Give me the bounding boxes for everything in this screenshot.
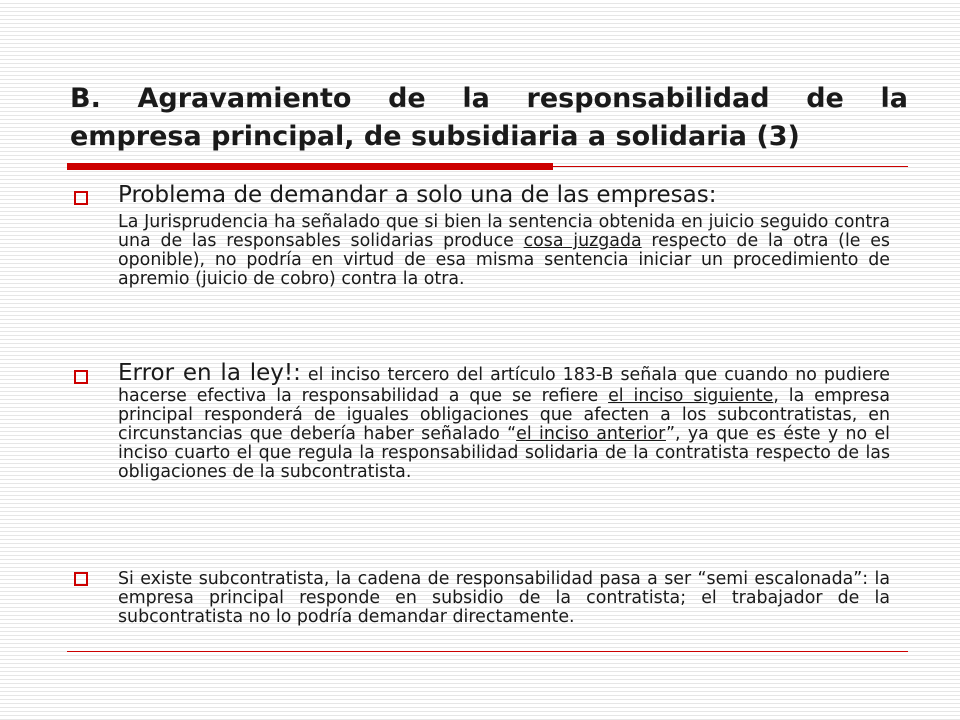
bullet-2-text-b: , la empresa principal responderá de iguales obligaciones que afecten a los subcontratistas, en circunstancias que debería haber señalado “: [118, 386, 891, 444]
hollow-square-icon: [74, 370, 88, 384]
title-line-2: empresa principal, de subsidiaria a solidaria (3): [70, 121, 800, 152]
bullet-1-heading: Problema de demandar a solo una de las empresas:: [118, 182, 717, 208]
bullet-2-text-c: ”, ya que es éste y no el inciso cuarto el que regula la responsabilidad solidaria de la contratista respecto de las obligaciones de la subcontratista.: [118, 424, 890, 482]
title-line-1: B. Agravamiento de la responsabilidad de la: [70, 83, 908, 114]
bullet-2-text: [118, 359, 890, 482]
hollow-square-icon: [74, 191, 88, 205]
bullet-2-text-a: el inciso tercero del artículo 183-B señala que cuando no pudiere hacerse efectiva la responsabilidad a que se refiere: [118, 365, 890, 406]
bullet-3: [118, 570, 890, 627]
title-underline-rule: [553, 166, 908, 167]
bullet-2-underlined-inciso-siguiente: el inciso siguiente: [608, 386, 774, 406]
bullet-1-underlined-cosa-juzgada: cosa juzgada: [523, 231, 642, 251]
bullet-2: [118, 359, 890, 482]
bullet-3-text: Si existe subcontratista, la cadena de responsabilidad pasa a ser “semi escalonada”: la empresa principal responde en subsidio de la contratista; el trabajador de la subcontratista no lo podría demandar directamente.: [118, 569, 890, 627]
bullet-1: [118, 181, 890, 289]
bullet-1-text-a: La Jurisprudencia ha señalado que si bien la sentencia obtenida en juicio seguido contra una de las responsables solidarias produce: [118, 212, 890, 251]
bullet-1-text: [118, 213, 890, 289]
footer-rule: [67, 651, 908, 652]
title-underline-bar: [67, 163, 553, 170]
bullet-1-text-b: respecto de la otra (le es oponible), no podría en virtud de esa misma sentencia iniciar un procedimiento de apremio (juicio de cobro) contra la otra.: [118, 231, 890, 289]
slide-title: [70, 80, 908, 156]
bullet-2-heading: Error en la ley!:: [118, 360, 301, 386]
hollow-square-icon: [74, 572, 88, 586]
bullet-2-underlined-inciso-anterior: el inciso anterior: [516, 424, 666, 444]
